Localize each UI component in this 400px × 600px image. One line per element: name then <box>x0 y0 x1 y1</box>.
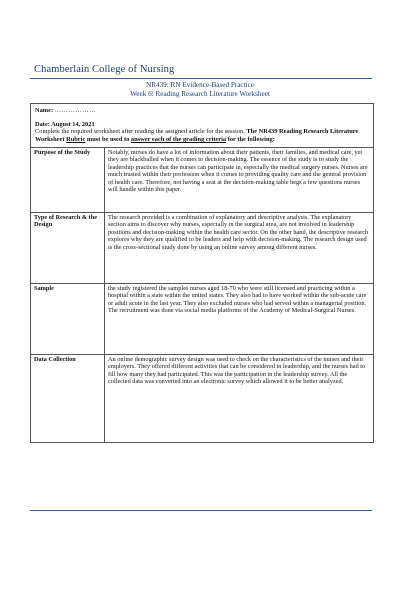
name-label: Name: <box>35 107 54 114</box>
instruction-bold-b: must be used to <box>86 136 130 144</box>
college-name: Chamberlain College of Nursing <box>34 64 175 75</box>
instruction-underlined: answer each of the grading criteria <box>130 136 227 144</box>
table-row <box>31 148 373 213</box>
course-title: NR439: RN Evidence-Based Practice <box>146 81 254 89</box>
table-row <box>31 354 373 442</box>
worksheet-title: Week 6: Reading Research Literature Worksheet <box>130 90 270 98</box>
instruction-text: Complete the required worksheet after reading the assigned article for the session. <box>35 128 245 136</box>
row-label: Data Collection <box>31 354 105 442</box>
header-divider <box>30 78 372 79</box>
footer-divider <box>30 510 372 511</box>
row-label: Purpose of the Study <box>31 148 105 213</box>
instruction-rubric: Rubric <box>66 136 86 144</box>
name-value: ……………… <box>54 107 97 114</box>
instructions <box>35 128 369 143</box>
row-text: The research provided is a combination of explanatory and descriptive analysis. The explanatory section aims to discover why nurses, especially in the surgical area, are not involved in leadership positions and decision-making within the health care sector. On the other hand, the descriptive research explores why they are qualified to be leaders and help with decision-making. The research design used is the cross-sectional study done by using an online survey among different nurses. <box>105 212 374 283</box>
table-row <box>31 283 373 354</box>
row-text: An online demographic survey design was used to check on the characteristics of the nurses and their employers. They offered different activities that can be considered in leadership, and the nurses had to fill how many they had participated. This was the participation in the leadership survey. All the collected data was converted into an electronic survey which allowed it to be better analyzed. <box>105 354 374 442</box>
instruction-bold-c: for the following: <box>227 136 275 144</box>
name-line <box>35 107 369 115</box>
worksheet-table <box>30 103 374 443</box>
criteria-table <box>31 148 373 442</box>
intro-block <box>31 104 373 148</box>
date-line: Date: August 14, 2021 <box>35 120 95 128</box>
table-row <box>31 212 373 283</box>
row-label: Sample <box>31 283 105 354</box>
row-text: Notably, nurses do have a lot of information about their patients, their families, and medical care, yet they are blackballed when it comes to decision-making. The essence of the study is to study the leadership practices that the nurses can participate in, especially the medical surgery nurses. Nurses are much trusted within their profession when it comes to providing quality care and the general provision of health care. Therefore, not having a seat at the decision-making table begs a few questions nurses will handle within this paper. <box>108 148 368 194</box>
instruction-bold-a: The NR439 Reading Research Literature Worksheet <box>35 128 359 144</box>
row-text: the study registered the samples nurses aged 18-70 who were still licensed and practicing within a hospital within a state within the united states. They also had to have worked within the sub-acute care or adult acute in the last year. They also excluded nurses who had served within a managerial position. The recruitment was done via social media platforms of the Academy of Medical-Surgical Nurses. <box>105 283 374 354</box>
row-label: Type of Research & the Design <box>31 212 105 283</box>
